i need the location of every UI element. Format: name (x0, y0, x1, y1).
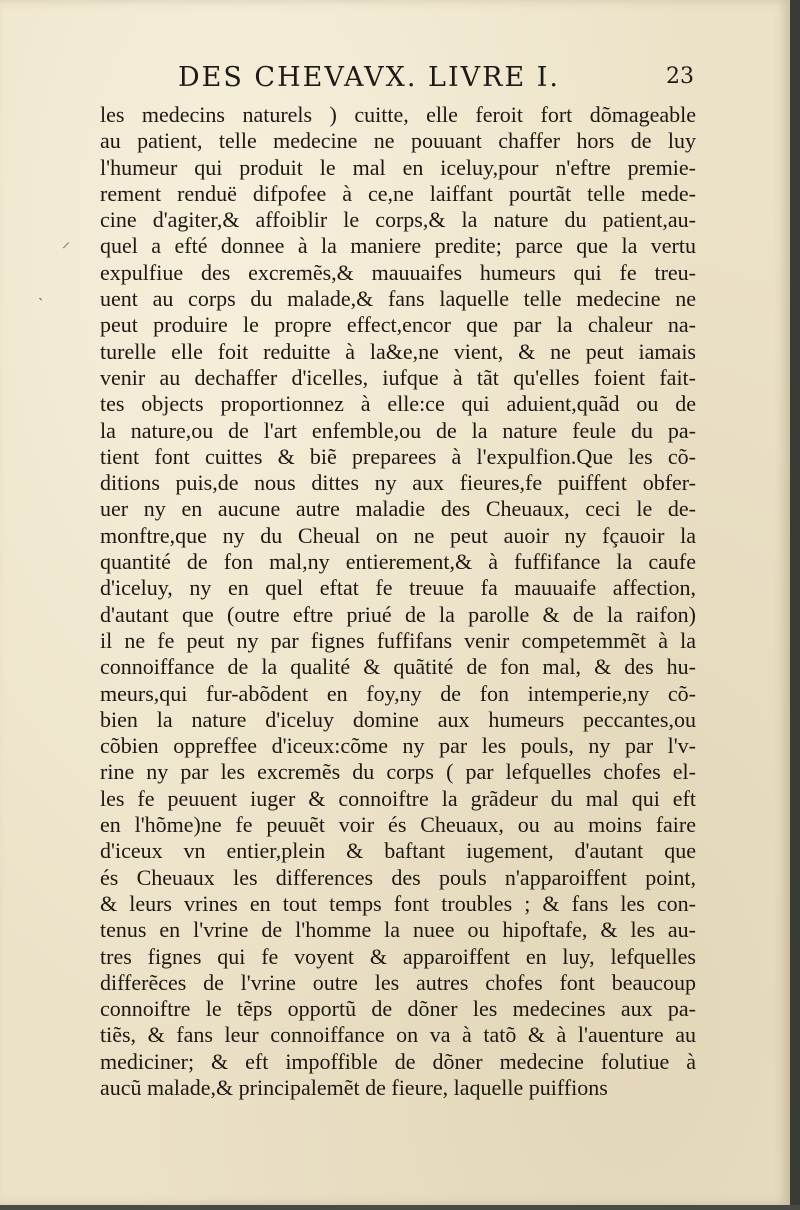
text-line: turelle elle foit reduitte à la&e,ne vient, & ne peut iamais (100, 338, 696, 364)
text-line: d'autant que (outre eftre priué de la parolle & de la raifon) (100, 601, 696, 627)
text-line: venir au dechaffer d'icelles, iufque à tãt qu'elles foient fait- (100, 364, 696, 390)
text-line: quantité de fon mal,ny entierement,& à fuffifance la caufe (100, 549, 696, 575)
text-line: cõbien oppreffee d'iceux:cõme ny par les pouls, ny par l'v- (100, 733, 696, 759)
margin-mark: ⸝ (62, 232, 71, 251)
text-line: bien la nature d'iceluy domine aux humeurs peccantes,ou (100, 706, 696, 732)
text-line: rement renduë difpofee à ce,ne laiffant pourtãt telle mede- (100, 180, 696, 206)
text-line: tiẽs, & fans leur connoiffance on va à tatõ & à l'auenture au (100, 1022, 696, 1048)
text-line: tenus en l'vrine de l'homme la nuee ou hipoftafe, & les au- (100, 917, 696, 943)
text-line: en l'hõme)ne fe peuuẽt voir és Cheuaux, ou au moins faire (100, 812, 696, 838)
page-header (178, 62, 698, 102)
scan-edge-right (790, 0, 800, 1210)
text-line: differẽces de l'vrine outre les autres chofes font beaucoup (100, 969, 696, 995)
text-line: tient font cuittes & biẽ preparees à l'expulfion.Que les cõ- (100, 443, 696, 469)
text-line: d'iceux vn entier,plein & baftant iugement, d'autant que (100, 838, 696, 864)
text-line: meurs,qui fur-abõdent en foy,ny de fon intemperie,ny cõ- (100, 680, 696, 706)
text-line: ditions puis,de nous dittes ny aux fieures,fe puiffent obfer- (100, 470, 696, 496)
text-line: connoiffance de la qualité & quãtité de fon mal, & des hu- (100, 654, 696, 680)
text-line: és Cheuaux les differences des pouls n'apparoiffent point, (100, 864, 696, 890)
margin-mark: ˏ (38, 282, 44, 301)
text-line: la nature,ou de l'art enfemble,ou de la nature feule du pa- (100, 417, 696, 443)
text-line: les medecins naturels ) cuitte, elle feroit fort dõmageable (100, 102, 696, 127)
running-title: DES CHEVAVX. LIVRE I. (178, 62, 561, 93)
scan-edge-bottom (0, 1205, 800, 1210)
text-line: quel a efté donnee à la maniere predite; parce que la vertu (100, 233, 696, 259)
text-line: monftre,que ny du Cheual on ne peut auoir ny fçauoir la (100, 522, 696, 548)
text-line: uent au corps du malade,& fans laquelle telle medecine ne (100, 286, 696, 312)
text-line: au patient, telle medecine ne pouuant chaffer hors de luy (100, 128, 696, 154)
text-line: l'humeur qui produit le mal en iceluy,pour n'eftre premie- (100, 154, 696, 180)
text-line: expulfiue des excremẽs,& mauuaifes humeurs qui fe treu- (100, 259, 696, 285)
text-line: tres fignes qui fe voyent & apparoiffent en luy, lefquelles (100, 943, 696, 969)
text-line: rine ny par les excremẽs du corps ( par lefquelles chofes el- (100, 759, 696, 785)
body-text (100, 102, 696, 1101)
text-line: & leurs vrines en tout temps font troubles ; & fans les con- (100, 890, 696, 916)
text-line: les fe peuuent iuger & connoiftre la grãdeur du mal qui eft (100, 785, 696, 811)
text-line: d'iceluy, ny en quel eftat fe treuue fa mauuaife affection, (100, 575, 696, 601)
page-number: 23 (666, 64, 694, 89)
text-line: uer ny en aucune autre maladie des Cheuaux, ceci le de- (100, 496, 696, 522)
text-line: cine d'agiter,& affoiblir le corps,& la nature du patient,au- (100, 207, 696, 233)
text-line: tes objects proportionnez à elle:ce qui aduient,quãd ou de (100, 391, 696, 417)
text-line: connoiftre le tẽps opportũ de dõner les medecines aux pa- (100, 996, 696, 1022)
text-line: aucũ malade,& principalemẽt de fieure, laquelle puiffions (100, 1074, 608, 1100)
text-line: il ne fe peut ny par fignes fuffifans venir competemmẽt à la (100, 627, 696, 653)
text-line: peut produire le propre effect,encor que par la chaleur na- (100, 312, 696, 338)
text-line: mediciner; & eft impoffible de dõner medecine folutiue à (100, 1048, 696, 1074)
